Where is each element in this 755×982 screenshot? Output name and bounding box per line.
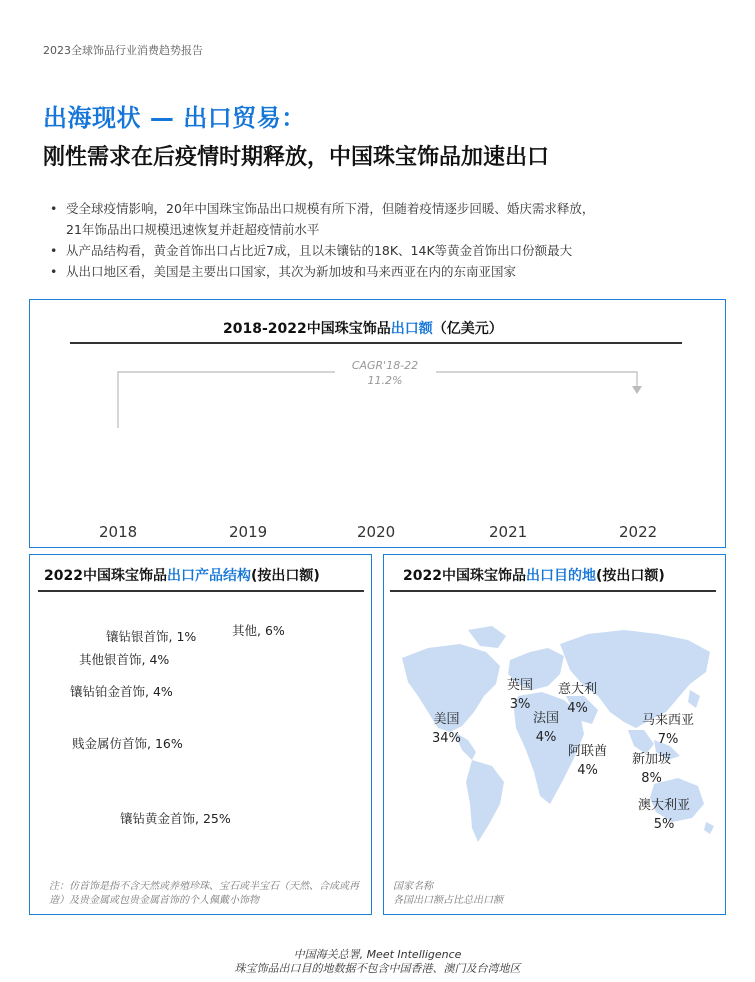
x-tick-label: 2018	[99, 523, 138, 541]
page-title: 出海现状 — 出口贸易：	[43, 104, 306, 132]
export-value-chart-title: 2018-2022中国珠宝饰品出口额（亿美元）	[223, 321, 503, 337]
source-line: 中国海关总署, Meet Intelligence	[293, 948, 462, 961]
bullet-item: • 从出口地区看，美国是主要出口国家，其次为新加坡和马来西亚在内的东南亚国家	[50, 261, 710, 282]
destinations-title: 2022中国珠宝饰品出口目的地(按出口额)	[403, 568, 665, 584]
x-tick-label: 2021	[489, 523, 528, 541]
map-label-italy: 意大利 4%	[558, 682, 598, 716]
segment-label: 镶钻黄金首饰, 25%	[120, 811, 231, 826]
map-label-singapore: 新加坡 8%	[632, 752, 672, 786]
product-structure-title: 2022中国珠宝饰品出口产品结构(按出口额)	[44, 568, 320, 584]
cagr-label: CAGR'18-22	[351, 359, 419, 372]
cagr-annotation	[330, 358, 440, 388]
page-subtitle: 刚性需求在后疫情时期释放，中国珠宝饰品加速出口	[43, 145, 550, 170]
map-label-uae: 阿联酋 4%	[568, 744, 608, 778]
x-tick-label: 2020	[357, 523, 396, 541]
cagr-value: 11.2%	[367, 374, 403, 387]
segment-label: 其他银首饰, 4%	[79, 652, 170, 667]
report-label: 2023全球饰品行业消费趋势报告	[43, 44, 203, 57]
bullet-item: • 从产品结构看，黄金首饰出口占比近7成，且以未镶钻的18K、14K等黄金首饰出口份额最大	[50, 240, 710, 261]
product-structure-note: 注：仿首饰是指不含天然或养殖珍珠、宝石或半宝石（天然、合成或再造）及贵金属或包贵金属首饰的个人佩戴小饰物	[49, 881, 359, 906]
segment-label: 其他, 6%	[232, 623, 285, 638]
map-label-australia: 澳大利亚 5%	[638, 798, 691, 832]
product-title-rule	[38, 590, 364, 592]
segment-label: 镶钻银首饰, 1%	[106, 629, 197, 644]
map-label-usa: 美国 34%	[432, 712, 461, 746]
map-label-uk: 英国 3%	[507, 678, 534, 712]
source-footnote: 珠宝饰品出口目的地数据不包含中国香港、澳门及台湾地区	[234, 962, 521, 975]
destinations-note: 国家名称 各国出口额占比总出口额	[393, 881, 503, 906]
map-label-malaysia: 马来西亚 7%	[642, 713, 695, 747]
map-label-france: 法国 4%	[533, 711, 560, 745]
segment-label: 镶钻铂金首饰, 4%	[70, 684, 173, 699]
bullet-item: • 受全球疫情影响，20年中国珠宝饰品出口规模有所下滑，但随着疫情逐步回暖、婚庆需求释放， 21年饰品出口规模迅速恢复并赶超疫情前水平	[50, 198, 710, 240]
x-tick-label: 2019	[229, 523, 268, 541]
segment-label: 贱金属仿首饰, 16%	[72, 736, 183, 751]
x-tick-label: 2022	[619, 523, 658, 541]
destinations-title-rule	[390, 590, 716, 592]
